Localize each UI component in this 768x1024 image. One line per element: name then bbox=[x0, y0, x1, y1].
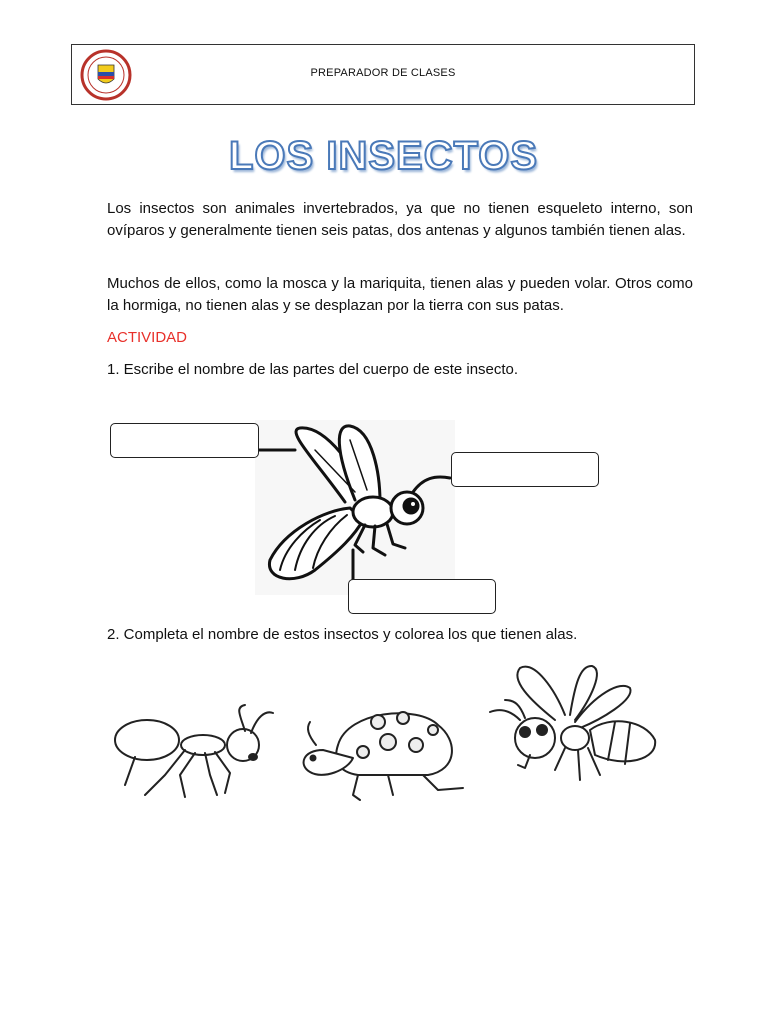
header-box bbox=[71, 44, 695, 105]
question-2: 2. Completa el nombre de estos insectos y colorea los que tienen alas. bbox=[107, 626, 578, 643]
answer-box-legs[interactable] bbox=[348, 579, 496, 614]
answer-box-antenna[interactable] bbox=[451, 452, 599, 487]
answer-box-wings[interactable] bbox=[110, 423, 259, 458]
ant-illustration bbox=[105, 695, 285, 805]
examples-paragraph: Muchos de ellos, como la mosca y la mariquita, tienen alas y pueden volar. Otros como la hormiga, no tienen alas y se desplazan por la tierra con sus patas. bbox=[107, 275, 693, 314]
page-title: LOS INSECTOS bbox=[229, 134, 539, 178]
activity-heading: ACTIVIDAD bbox=[107, 329, 188, 346]
ladybug-illustration bbox=[298, 700, 478, 805]
intro-paragraph: Los insectos son animales invertebrados, ya que no tienen esqueleto interno, son ovíparos y generalmente tienen seis patas, dos antenas y algunos también tienen alas. bbox=[107, 200, 693, 239]
header-title: PREPARADOR DE CLASES bbox=[310, 67, 456, 79]
question-1: 1. Escribe el nombre de las partes del cuerpo de este insecto. bbox=[107, 361, 519, 378]
wasp-illustration bbox=[480, 660, 660, 790]
bee-illustration bbox=[255, 420, 455, 595]
